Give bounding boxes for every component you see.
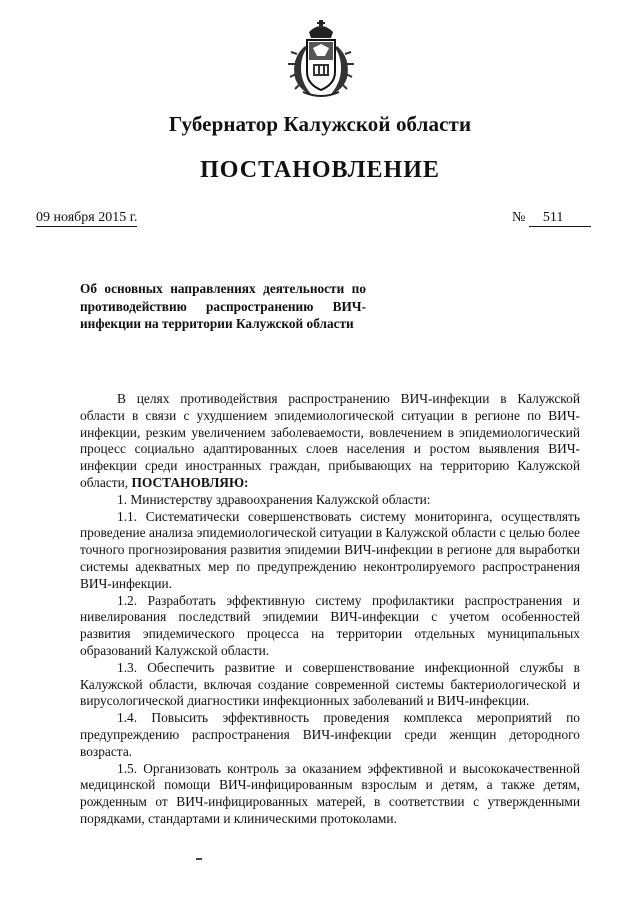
document-subject: Об основных направлениях деятельности по противодействию распространению ВИЧ-инфекции на территории Калужской области (80, 281, 366, 331)
number-value: 511 (529, 210, 591, 227)
scan-mark (196, 858, 202, 860)
paragraph-1-5: 1.5. Организовать контроль за оказанием эффективной и высококачественной медицинской помощи ВИЧ-инфицированным взрослым и детям, а также детям, рожденным от ВИЧ-инфицированных матерей, в соответствии с утвержденными порядками, стандартами и клиническими протоколами. (80, 760, 580, 826)
number-label: № (512, 210, 526, 225)
document-body (80, 391, 580, 828)
kaluga-coat-of-arms-icon (285, 18, 357, 100)
intro-paragraph (80, 391, 580, 492)
document-number (512, 210, 591, 227)
paragraph-1-1: 1.1. Систематически совершенствовать систему мониторинга, осуществлять проведение анализа эпидемиологической ситуации в Калужской области с целью более точного прогнозирования развития эпидемии ВИЧ-инфекции в регионе для выработки системы адекватных мер по предупреждению неконтролируемого распространения ВИЧ-инфекции. (80, 508, 580, 591)
date-value: 09 ноября 2015 г. (36, 210, 138, 225)
intro-text: В целях противодействия распространению ВИЧ-инфекции в Калужской области в связи с ухудшением эпидемиологической ситуации в регионе по ВИЧ-инфекции, резким увеличением заболеваемости, вовлечением в эпидемиологический процесс социально адаптированных слоев населения и ростом выявления ВИЧ-инфекции среди иностранных граждан, прибывающих на территорию Калужской области, (80, 391, 580, 490)
paragraph-1-3: 1.3. Обеспечить развитие и совершенствование инфекционной службы в Калужской области, включая создание современной системы бактериологической и вирусологической диагностики инфекционных заболеваний и ВИЧ-инфекции. (80, 659, 580, 709)
paragraph-1-4: 1.4. Повысить эффективность проведения комплекса мероприятий по предупреждению распространения ВИЧ-инфекции среди женщин детородного возраста. (80, 710, 580, 759)
document-type: ПОСТАНОВЛЕНИЕ (200, 157, 440, 183)
decree-keyword: ПОСТАНОВЛЯЮ: (131, 474, 249, 490)
governor-title: Губернатор Калужской области (168, 112, 472, 136)
document-date (36, 210, 137, 226)
paragraph-1-2: 1.2. Разработать эффективную систему профилактики распространения и нивелирования последствий эпидемии ВИЧ-инфекции с учетом особенностей развития эпидемического процесса на территории отдельных муниципальных образований Калужской области. (80, 592, 580, 658)
paragraph-1: 1. Министерству здравоохранения Калужской области: (117, 491, 431, 507)
